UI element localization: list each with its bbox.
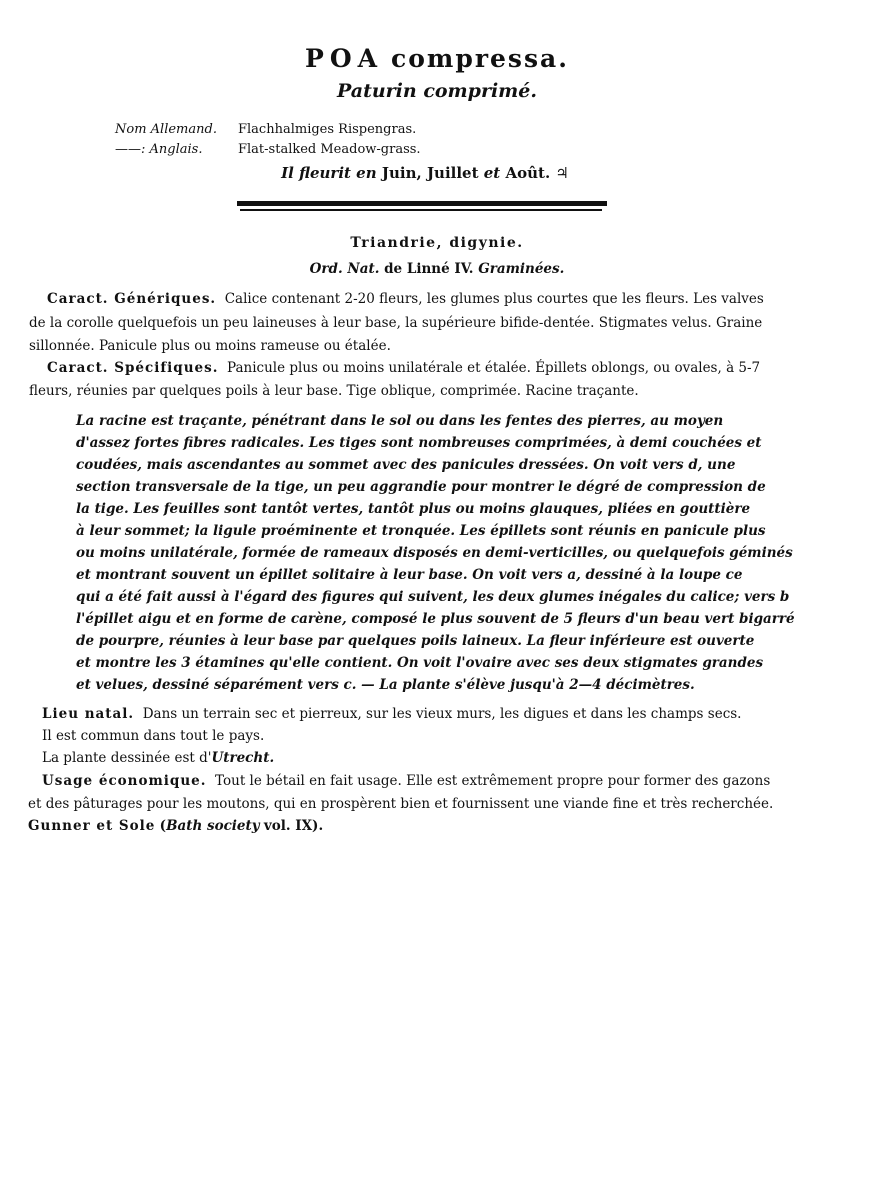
generic-text: Calice contenant 2-20 fleurs, les glumes plus courtes que les fleurs. Les valves	[224, 291, 764, 307]
flowering-prefix: Il fleurit en	[281, 164, 377, 182]
order-family: Graminées.	[478, 261, 565, 277]
common-names	[115, 120, 421, 160]
habitat-place: Utrecht.	[211, 750, 275, 766]
habitat-text: Dans un terrain sec et pierreux, sur les vieux murs, les digues et dans les champs secs.	[142, 706, 742, 722]
title-genus: POA	[305, 44, 383, 73]
flowering-period: Il fleurit en Juin, Juillet et Août. ♃	[281, 164, 569, 182]
page-subtitle: Paturin comprimé.	[336, 80, 537, 102]
description-line: et montre les 3 étamines qu'elle contient. On voit l'ovaire avec ses deux stigmates grandes	[76, 655, 764, 671]
text-line	[47, 360, 760, 376]
name-value: Flat-stalked Meadow-grass.	[238, 142, 421, 157]
flowering-month-1: Juin	[381, 164, 417, 182]
page-title	[0, 44, 874, 73]
name-value: Flachhalmiges Rispengras.	[238, 122, 417, 137]
title-species: compressa.	[391, 44, 569, 73]
natural-order	[0, 261, 874, 277]
usage-text: Tout le bétail en fait usage. Elle est extrêmement propre pour former des gazons	[215, 773, 771, 789]
divider-thin	[240, 209, 602, 211]
text-line: et des pâturages pour les moutons, qui en prospèrent bien et fournissent une viande fine et très recherchée.	[28, 796, 774, 812]
text-line	[42, 706, 741, 722]
description-line: la tige. Les feuilles sont tantôt vertes, tantôt plus ou moins glauques, pliées en gouttière	[76, 501, 751, 517]
divider-thick	[237, 201, 607, 206]
flowering-month-2: Juillet	[426, 164, 479, 182]
flowering-conj: et	[483, 164, 501, 182]
common-name-german	[115, 120, 421, 140]
text-line	[47, 291, 764, 307]
specific-text: Panicule plus ou moins unilatérale et étalée. Épillets oblongs, ou ovales, à 5-7	[227, 360, 761, 376]
description-line: et montrant souvent un épillet solitaire à leur base. On voit vers a, dessiné à la loupe ce	[76, 567, 743, 583]
reference-line: Gunner et Sole (Bath society vol. IX).	[28, 818, 324, 834]
text-line: Il est commun dans tout le pays.	[42, 728, 265, 744]
habitat-label: Lieu natal.	[42, 706, 135, 722]
description-line: La racine est traçante, pénétrant dans le sol ou dans les fentes des pierres, au moyen	[76, 413, 724, 429]
reference-authors: Gunner et Sole	[28, 818, 156, 834]
common-name-english	[115, 140, 421, 160]
linnaean-class: Triandrie, digynie.	[350, 235, 524, 251]
generic-label: Caract. Génériques.	[47, 291, 217, 307]
description-line: coudées, mais ascendantes au sommet avec des panicules dressées. On voit vers d, une	[76, 457, 736, 473]
reference-volume: vol. IX).	[263, 818, 324, 834]
description-line: ou moins unilatérale, formée de rameaux disposés en demi-verticilles, ou quelquefois géminés	[76, 545, 793, 561]
habitat-drawn-prefix: La plante dessinée est d'	[42, 750, 212, 766]
name-label: ——: Anglais.	[115, 142, 203, 157]
text-line: sillonnée. Panicule plus ou moins rameuse ou étalée.	[29, 338, 391, 354]
specific-label: Caract. Spécifiques.	[47, 360, 219, 376]
description-line: et velues, dessiné séparément vers c. — La plante s'élève jusqu'à 2—4 décimètres.	[76, 677, 695, 693]
text-line: de la corolle quelquefois un peu laineuses à leur base, la supérieure bifide-dentée. Stigmates velus. Graine	[29, 315, 763, 331]
text-line	[42, 750, 274, 766]
perennial-symbol: ♃	[555, 164, 569, 182]
description-line: d'assez fortes fibres radicales. Les tiges sont nombreuses comprimées, à demi couchées et	[76, 435, 762, 451]
description-line: de pourpre, réunies à leur base par quelques poils laineux. La fleur inférieure est ouverte	[76, 633, 755, 649]
description-line: qui a été fait aussi à l'égard des figures qui suivent, les deux glumes inégales du calice; vers b	[76, 589, 790, 605]
description-line: l'épillet aigu et en forme de carène, composé le plus souvent de 5 fleurs d'un beau vert bigarré	[76, 611, 795, 627]
text-line: fleurs, réunies par quelques poils à leur base. Tige oblique, comprimée. Racine traçante.	[29, 383, 639, 399]
flowering-month-3: Août.	[505, 164, 551, 182]
usage-label: Usage économique.	[42, 773, 207, 789]
description-line: section transversale de la tige, un peu aggrandie pour montrer le dégré de compression de	[76, 479, 766, 495]
reference-work: Bath society	[166, 818, 260, 834]
order-mid: de Linné IV.	[384, 261, 474, 277]
description-line: à leur sommet; la ligule proéminente et tronquée. Les épillets sont réunis en panicule plus	[76, 523, 766, 539]
order-prefix: Ord. Nat.	[309, 261, 380, 277]
text-line	[42, 773, 770, 789]
name-label: Nom Allemand.	[115, 122, 217, 137]
